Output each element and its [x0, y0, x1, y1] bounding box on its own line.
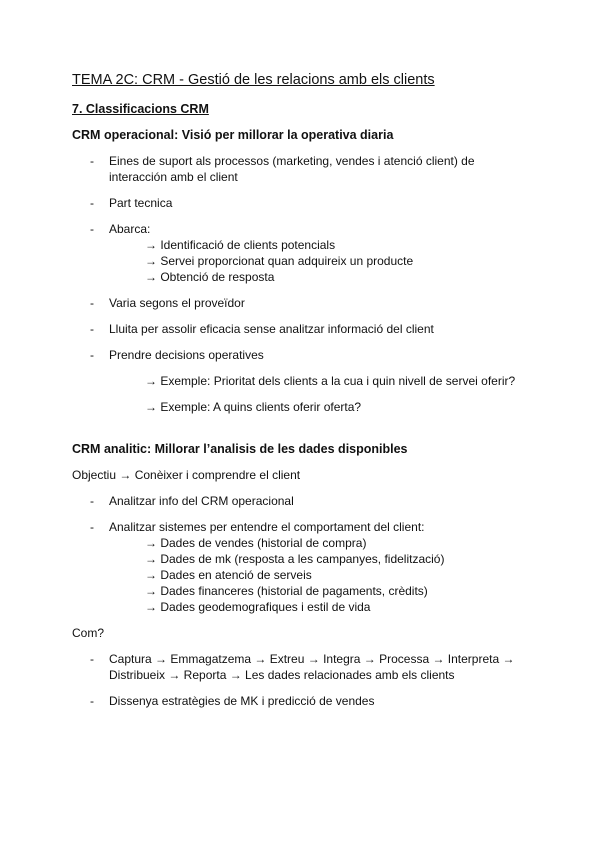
section-heading: 7. Classificacions CRM [72, 102, 209, 116]
bullet-dash: - [90, 494, 94, 508]
bullet-dash: - [90, 694, 94, 708]
bullet-dash: - [90, 154, 94, 168]
document-title: TEMA 2C: CRM - Gestió de les relacions amb els clients [72, 72, 435, 88]
objectiu-line: Objectiu → Conèixer i comprendre el client [72, 468, 301, 482]
bullet-dash: - [90, 322, 94, 336]
bullet-text: Lluita per assolir eficacia sense analitzar informació del client [109, 322, 434, 336]
bullet-text-continued: Distribueix → Reporta → Les dades relacionades amb els clients [109, 668, 455, 682]
dades-item: → Dades financeres (historial de pagaments, crèdits) [145, 584, 428, 598]
bullet-text: Eines de suport als processos (marketing, vendes i atenció client) de [109, 154, 475, 168]
bullet-dash: - [90, 652, 94, 666]
example-item: → Exemple: Prioritat dels clients a la cua i quin nivell de servei oferir? [145, 374, 516, 388]
bullet-text: Analitzar info del CRM operacional [109, 494, 294, 508]
bullet-text: Abarca: [109, 222, 151, 236]
bullet-text-continued: interacción amb el client [109, 170, 238, 184]
dades-item: → Dades de vendes (historial de compra) [145, 536, 367, 550]
example-item: → Exemple: A quins clients oferir oferta? [145, 400, 362, 414]
abarca-item: → Identificació de clients potencials [145, 238, 336, 252]
com-label: Com? [72, 626, 105, 640]
dades-item: → Dades geodemografiques i estil de vida [145, 600, 371, 614]
bullet-text: Varia segons el proveïdor [109, 296, 245, 310]
bullet-dash: - [90, 348, 94, 362]
bullet-text: Analitzar sistemes per entendre el comportament del client: [109, 520, 425, 534]
crm-operacional-heading: CRM operacional: Visió per millorar la operativa diaria [72, 128, 394, 142]
bullet-dash: - [90, 222, 94, 236]
dades-item: → Dades de mk (resposta a les campanyes, fidelització) [145, 552, 445, 566]
bullet-text: Prendre decisions operatives [109, 348, 264, 362]
abarca-item: → Obtenció de resposta [145, 270, 275, 284]
dades-item: → Dades en atenció de serveis [145, 568, 312, 582]
abarca-item: → Servei proporcionat quan adquireix un producte [145, 254, 414, 268]
bullet-text: Dissenya estratègies de MK i predicció de vendes [109, 694, 375, 708]
bullet-text: Captura → Emmagatzema → Extreu → Integra → Processa → Interpreta → [109, 652, 515, 666]
bullet-dash: - [90, 520, 94, 534]
bullet-dash: - [90, 196, 94, 210]
bullet-dash: - [90, 296, 94, 310]
crm-analitic-heading: CRM analitic: Millorar l’analisis de les dades disponibles [72, 442, 408, 456]
bullet-text: Part tecnica [109, 196, 173, 210]
